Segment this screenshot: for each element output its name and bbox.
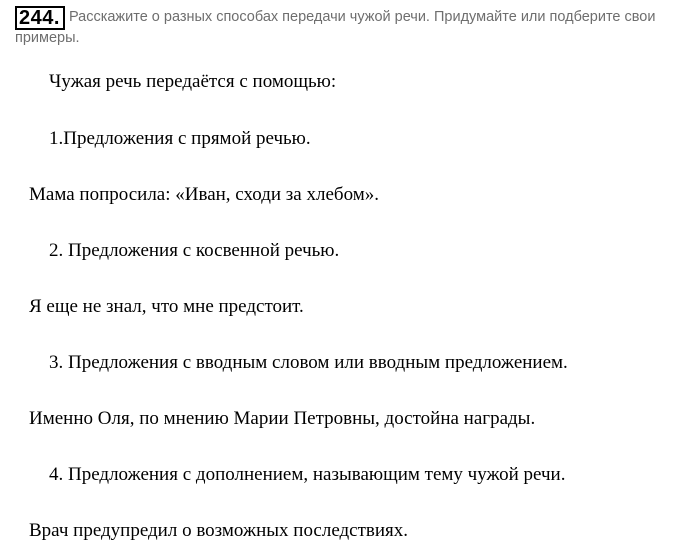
item-1-heading: 1.Предложения с прямой речью. [49,128,311,149]
task-header [15,6,695,47]
item-1-example: Мама попросила: «Иван, сходи за хлебом». [29,184,379,205]
item-2-heading: 2. Предложения с косвенной речью. [49,240,340,261]
item-4-example: Врач предупредил о возможных последствиях. [29,520,409,541]
item-4-heading: 4. Предложения с дополнением, называющим тему чужой речи. [49,464,566,485]
intro-text: Чужая речь передаётся с помощью: [49,71,337,92]
task-prompt: Расскажите о разных способах передачи чужой речи. Придумайте или подберите свои примеры. [15,9,656,46]
task-number-badge: 244. [15,6,65,30]
item-3-example: Именно Оля, по мнению Марии Петровны, достойна награды. [29,408,536,429]
item-2-example: Я еще не знал, что мне предстоит. [29,296,304,317]
item-3-heading: 3. Предложения с вводным словом или вводным предложением. [49,352,568,373]
